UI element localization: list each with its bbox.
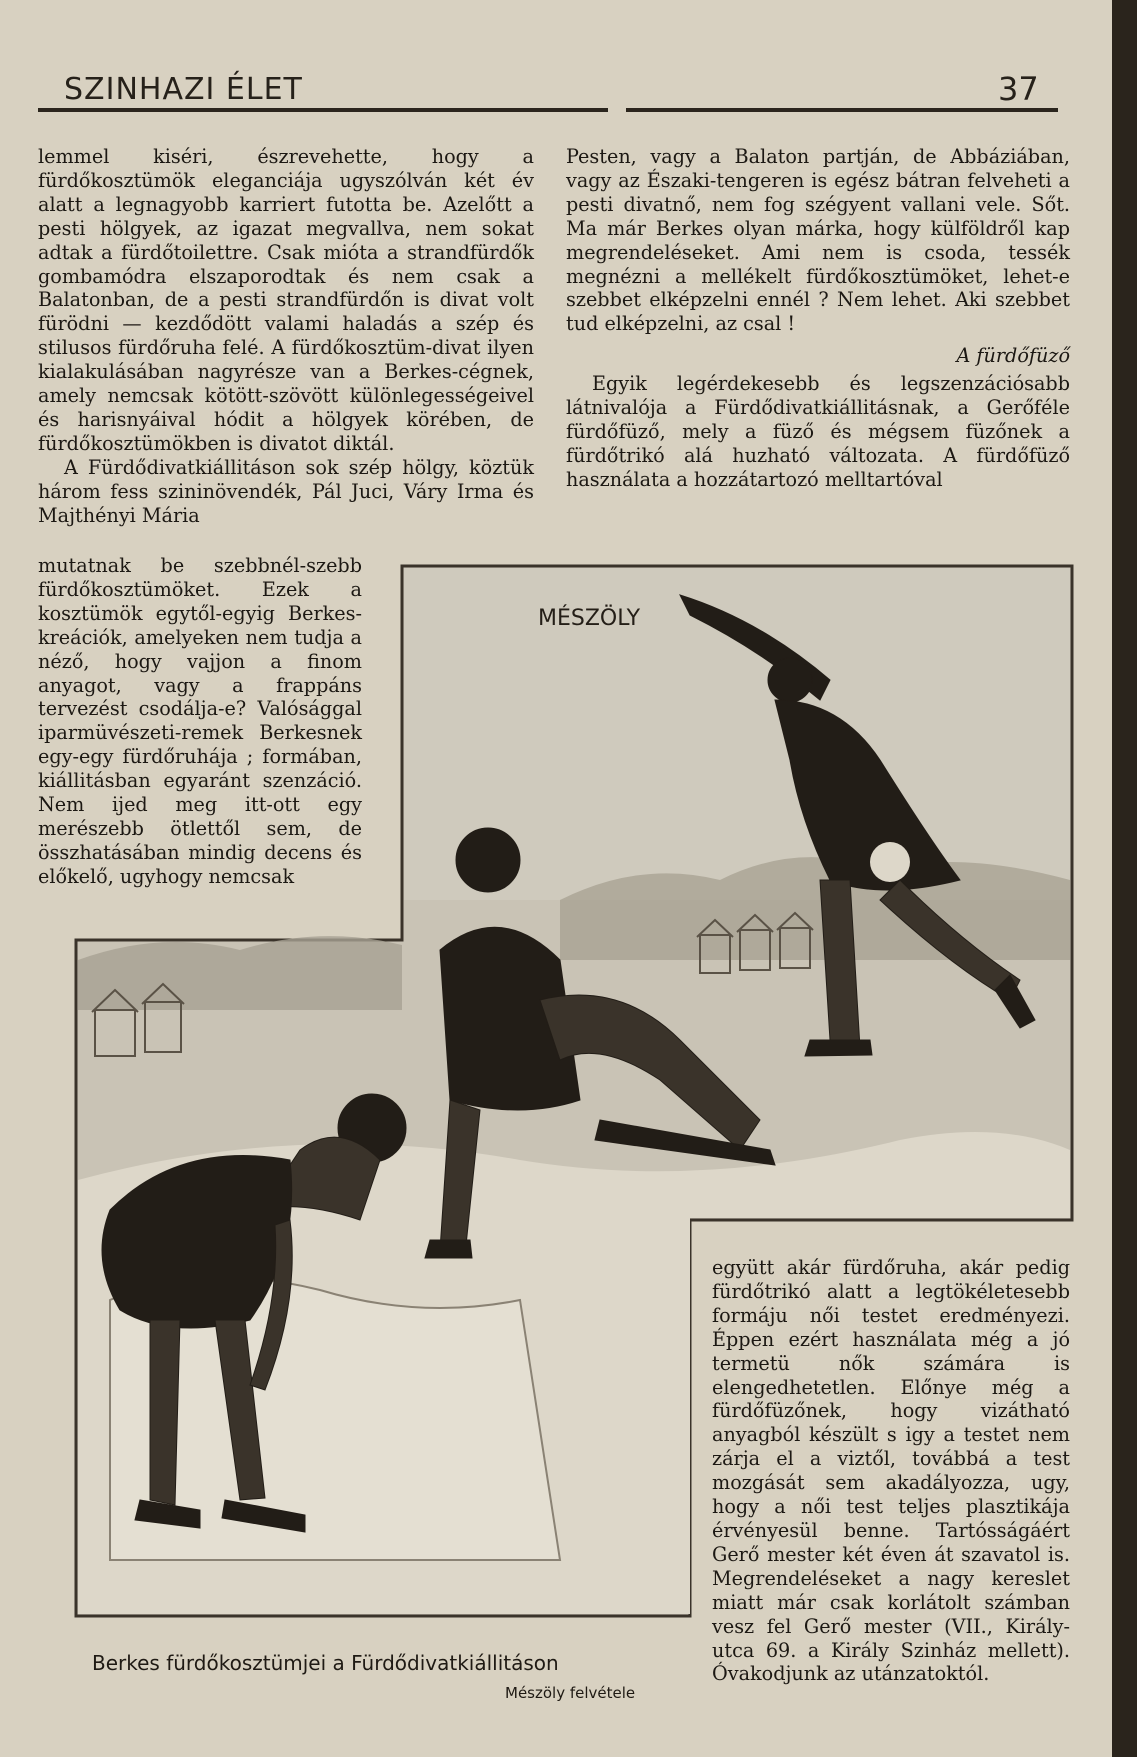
illustration-caption: Berkes fürdőkosztümjei a Fürdődivatkiállitáson xyxy=(92,1651,559,1675)
photo-credit: Mészöly felvétele xyxy=(505,1684,636,1702)
left-column-narrow xyxy=(38,554,362,889)
left-paragraph-1: lemmel kiséri, észrevehette, hogy a fürdőkosztümök eleganciája ugyszólván két év alatt a legnagyobb karriert futotta be. Azelőtt a pesti hölgyek, az igazat megvallva, nem sokat adtak a fürdőtoilettre. Csak mióta a strandfürdők gombamódra elszaporodtak és nem csak a Balatonban, de a pesti strandfürdőn is divat volt fürödni — kezdődött valami haladás a szép és stilusos fürdőruha felé. A fürdőkosztüm-divat ilyen kialakulásában nagyrésze van a Berkes-cégnek, amely nemcsak kötött-szövött különlegességeivel és harisnyáival hódit a hölgyek körében, de fürdőkosztümökben is divatot diktál. xyxy=(38,145,534,455)
page-number: 37 xyxy=(998,70,1039,108)
right-column-bottom xyxy=(712,1256,1070,1686)
left-column xyxy=(38,145,534,528)
running-title: SZINHAZI ÉLET xyxy=(64,72,303,107)
left-paragraph-2: A Fürdődivatkiállitáson sok szép hölgy, köztük három fess szininövendék, Pál Juci, Váry Irma és Majthényi Mária xyxy=(38,455,534,527)
page-edge-shadow xyxy=(1112,0,1137,1757)
right-paragraph-1: Pesten, vagy a Balaton partján, de Abbáziában, vagy az Északi-tengeren is egész bátran felveheti a pesti divatnő, nem fog szégyent vallani vele. Sőt. Ma már Berkes olyan márka, hogy külföldről kap megrendeléseket. Ami nem is csoda, tessék megnézni a mellékelt fürdőkosztümöket, lehet-e szebbet elképzelni ennél ? Nem lehet. Aki szebbet tud elképzelni, az csal ! xyxy=(566,145,1070,336)
artist-signature: MÉSZÖLY xyxy=(538,606,641,631)
right-column xyxy=(566,145,1070,492)
right-paragraph-2: Egyik legérdekesebb és legszenzációsabb látnivalója a Fürdődivatkiállitásnak, a Gerőféle fürdőfüző, mely a füző és mégsem füzőnek a fürdőtrikó alá huzható változata. A fürdőfüző használata a hozzátartozó melltartóval xyxy=(566,372,1070,491)
section-subhead: A fürdőfüző xyxy=(956,344,1070,368)
right-bottom-paragraph: együtt akár fürdőruha, akár pedig fürdőtrikó alatt a legtökéletesebb formáju női testet eredményezi. Éppen ezért használata még a jó termetü nők számára is elengedhetetlen. Előnye még a fürdőfüzőnek, hogy vizátható anyagból készült s igy a testet nem zárja el a viztől, továbbá a test mozgását sem akadályozza, ugy, hogy a női test teljes plasztikája érvényesül benne. Tartósságáért Gerő mester két éven át szavatol is. Megrendeléseket a nagy kereslet miatt már csak korlátolt számban vesz fel Gerő mester (VII., Király-utca 69. a Király Szinház mellett). Óvakodjunk az utánzatoktól. xyxy=(712,1256,1070,1686)
left-narrow-paragraph: mutatnak be szebbnél-szebb fürdőkosztümöket. Ezek a kosztümök egytől-egyig Berkes-kreációk, amelyeken nem tudja a néző, hogy vajjon a finom anyagot, vagy a frappáns tervezést csodálja-e? Valósággal iparmüvészeti-remek Berkesnek egy-egy fürdőruhája ; formában, kiállitásban egyaránt szenzáció. Nem ijed meg itt-ott egy merészebb ötlettől sem, de összhatásában mindig decens és előkelő, ugyhogy nemcsak xyxy=(38,554,362,888)
